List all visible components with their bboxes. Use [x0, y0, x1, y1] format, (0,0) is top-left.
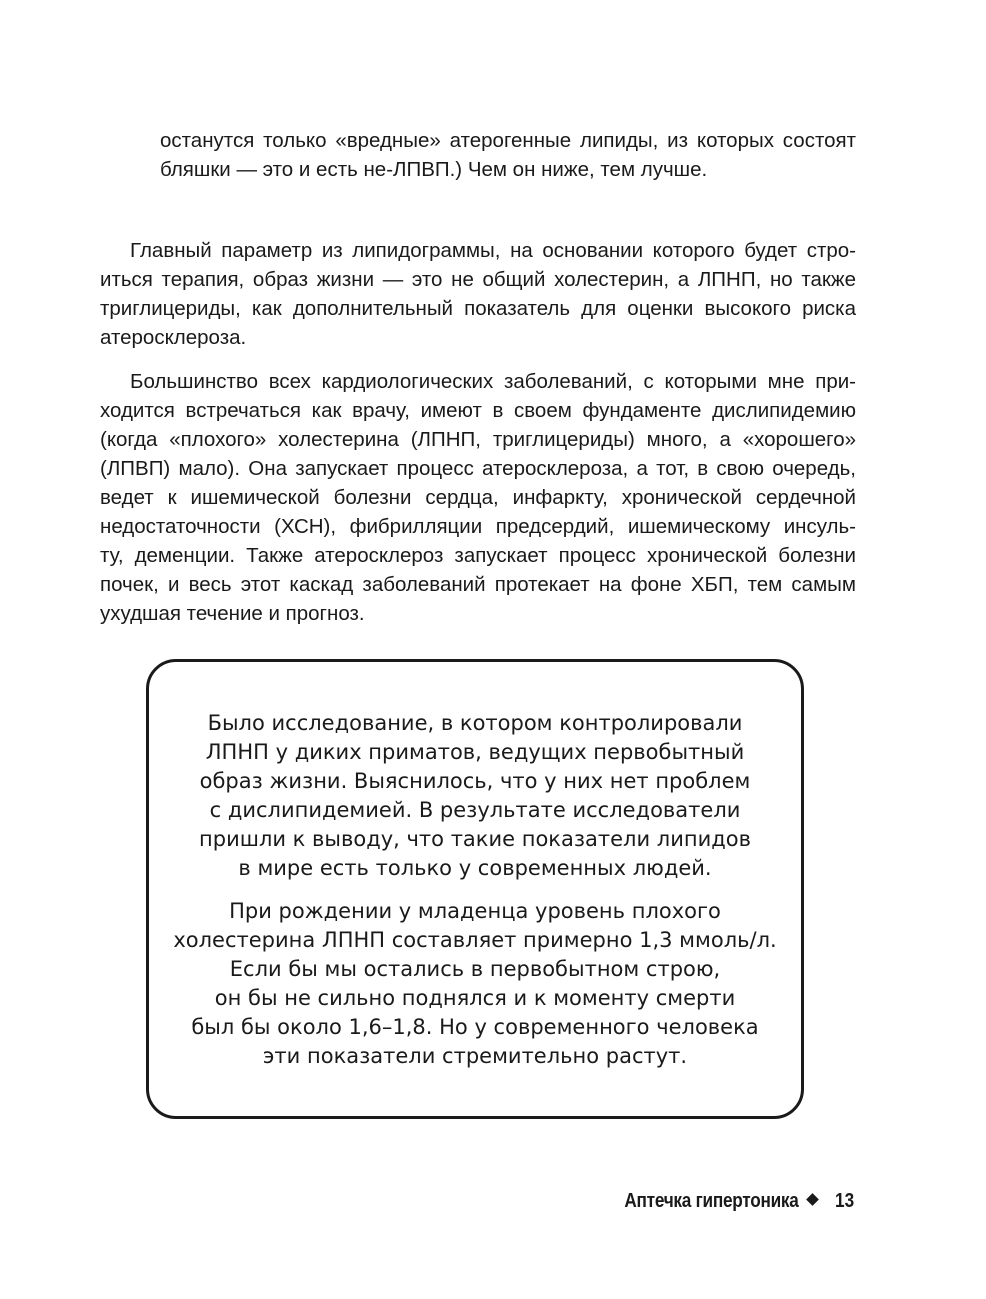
callout-line: Если бы мы остались в первобытном строю,: [229, 957, 721, 981]
paragraph-line: Большинство всех кардиологических заболеваний, с которыми мне при-: [130, 370, 856, 393]
paragraph-line: (когда «плохого» холестерина (ЛПНП, триглицериды) много, а «хорошего»: [100, 428, 856, 451]
paragraph-line: ведет к ишемической болезни сердца, инфаркту, хронической сердечной: [100, 486, 856, 509]
paragraph-line: ту, деменции. Также атеросклероз запускает процесс хронической болезни: [100, 544, 856, 567]
paragraph-line: ухудшая течение и прогноз.: [100, 602, 365, 625]
diamond-separator-icon: [806, 1193, 819, 1206]
paragraph-line: (ЛПВП) мало). Она запускает процесс атеросклероза, а тот, в свою очередь,: [100, 457, 856, 480]
paragraph-line: иться терапия, образ жизни — это не общий холестерин, а ЛПНП, но также: [100, 268, 856, 291]
callout-line: эти показатели стремительно растут.: [262, 1044, 688, 1068]
callout-line: холестерина ЛПНП составляет примерно 1,3 ммоль/л.: [173, 928, 777, 952]
continuation-line: останутся только «вредные» атерогенные липиды, из которых состоят: [160, 129, 856, 152]
page-number: 13: [835, 1190, 855, 1212]
paragraph-line: ходится встречаться как врачу, имеют в своем фундаменте дислипидемию: [100, 399, 856, 422]
callout-line: с дислипидемией. В результате исследователи: [209, 798, 741, 822]
callout-line: пришли к выводу, что такие показатели липидов: [199, 827, 751, 851]
callout-line: ЛПНП у диких приматов, ведущих первобытный: [205, 740, 745, 764]
paragraph-line: Главный параметр из липидограммы, на основании которого будет стро-: [130, 239, 856, 262]
paragraph-line: триглицериды, как дополнительный показатель для оценки высокого риска: [100, 297, 856, 320]
paragraph-line: недостаточности (ХСН), фибрилляции предсердий, ишемическому инсуль-: [100, 515, 856, 538]
callout-line: он бы не сильно поднялся и к моменту смерти: [214, 986, 736, 1010]
callout-line: в мире есть только у современных людей.: [238, 856, 712, 880]
paragraph-line: атеросклероза.: [100, 326, 247, 349]
paragraph-line: почек, и весь этот каскад заболеваний протекает на фоне ХБП, тем самым: [100, 573, 856, 596]
callout-line: При рождении у младенца уровень плохого: [229, 899, 721, 923]
running-footer-title: Аптечка гипертоника: [624, 1190, 799, 1212]
callout-line: был бы около 1,6–1,8. Но у современного человека: [191, 1015, 759, 1039]
callout-line: Было исследование, в котором контролировали: [207, 711, 743, 735]
continuation-line: бляшки — это и есть не-ЛПВП.) Чем он ниже, тем лучше.: [160, 158, 708, 181]
callout-line: образ жизни. Выяснилось, что у них нет проблем: [199, 769, 751, 793]
